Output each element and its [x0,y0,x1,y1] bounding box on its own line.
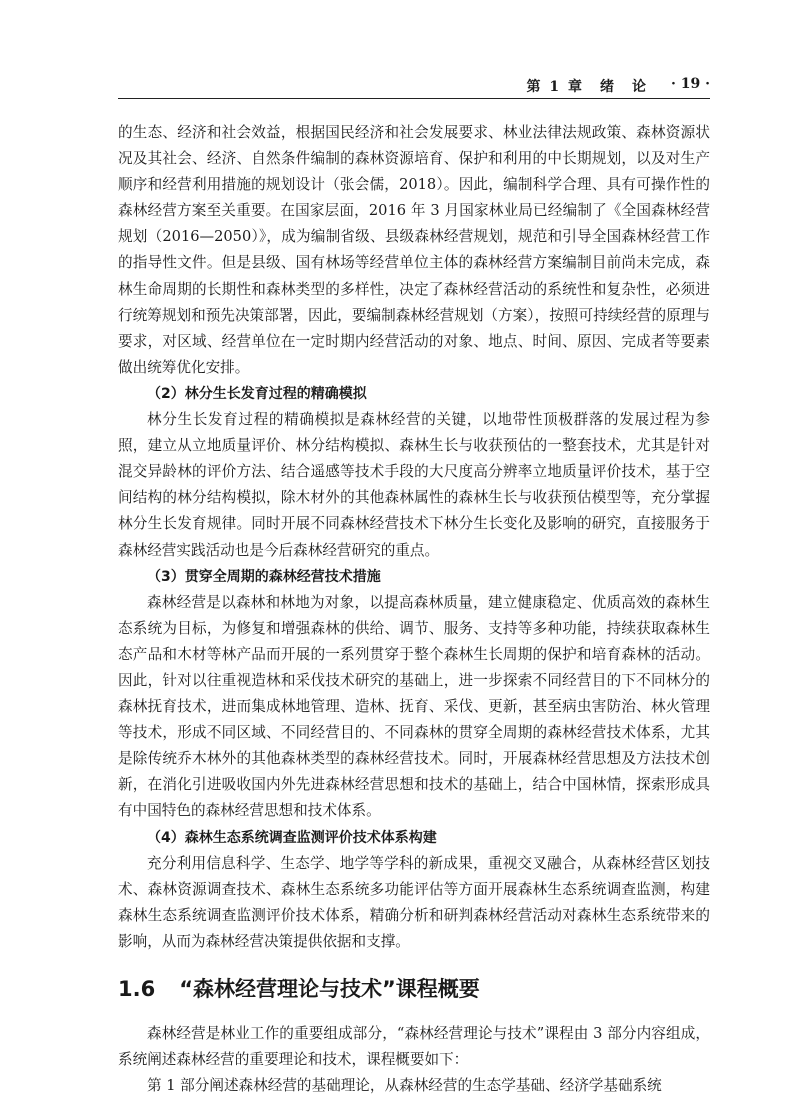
paragraph: 充分利用信息科学、生态学、地学等学科的新成果，重视交叉融合，从森林经营区划技术、森林资源调查技术、森林生态系统多功能评估等方面开展森林生态系统调查监测，构建森林生态系统调查监测评价技术体系，精确分析和研判森林经营活动对森林生态系统带来的影响，从而为森林经营决策提供依据和支撑。 [118,854,710,950]
chapter-title: 第 1 章 绪 论 [526,79,648,95]
section-number: 1.6 [118,977,156,1001]
paragraph: 第 1 部分阐述森林经营的基础理论，从森林经营的生态学基础、经济学基础系统 [147,1077,662,1095]
paragraph: 森林经营是林业工作的重要组成部分，“森林经营理论与技术”课程由 3 部分内容组成，系统阐述森林经营的重要理论和技术，课程概要如下： [118,1025,710,1069]
section-heading [118,973,710,1005]
page-number: · 19 · [671,76,710,92]
subheading-4: （4）森林生态系统调查监测评价技术体系构建 [147,829,437,846]
paragraph: 森林经营是以森林和林地为对象，以提高森林质量，建立健康稳定、优质高效的森林生态系统为目标，为修复和增强森林的供给、调节、服务、支持等多种功能，持续获取森林生态产品和木材等林产品而开展的一系列贯穿于整个森林生长周期的保护和培育森林的活动。因此，针对以往重视造林和采伐技术研究的基础上，进一步探索不同经营目的下不同林分的森林抚育技术，进而集成林地管理、造林、抚育、采伐、更新，甚至病虫害防治、林火管理等技术，形成不同区域、不同经营目的、不同森林的贯穿全周期的森林经营技术体系，尤其是除传统乔木林外的其他森林类型的森林经营技术。同时，开展森林经营思想及方法技术创新，在消化引进吸收国内外先进森林经营思想和技术的基础上，结合中国林情，探索形成具有中国特色的森林经营思想和技术体系。 [118,593,710,820]
page-body [118,120,710,1099]
subheading-2: （2）林分生长发育过程的精确模拟 [147,385,367,402]
section-title: “森林经营理论与技术”课程概要 [179,977,480,1001]
running-header [118,76,710,99]
paragraph: 林分生长发育过程的精确模拟是森林经营的关键，以地带性顶极群落的发展过程为参照，建立从立地质量评价、林分结构模拟、森林生长与收获预估的一整套技术，尤其是针对混交异龄林的评价方法、结合遥感等技术手段的大尺度高分辨率立地质量评价技术，基于空间结构的林分结构模拟，除木材外的其他森林属性的森林生长与收获预估模型等，充分掌握林分生长发育规律。同时开展不同森林经营技术下林分生长变化及影响的研究，直接服务于森林经营实践活动也是今后森林经营研究的重点。 [118,411,710,559]
paragraph: 的生态、经济和社会效益，根据国民经济和社会发展要求、林业法律法规政策、森林资源状况及其社会、经济、自然条件编制的森林资源培育、保护和利用的中长期规划，以及对生产顺序和经营利用措施的规划设计（张会儒，2018）。因此，编制科学合理、具有可操作性的森林经营方案至关重要。在国家层面，2016 年 3 月国家林业局已经编制了《全国森林经营规划（2016—2050）》，成为编制省级、县级森林经营规划，规范和引导全国森林经营工作的指导性文件。但是县级、国有林场等经营单位主体的森林经营方案编制目前尚未完成，森林生命周期的长期性和森林类型的多样性，决定了森林经营活动的系统性和复杂性，必须进行统筹规划和预先决策部署，因此，要编制森林经营规划（方案），按照可持续经营的原理与要求，对区域、经营单位在一定时期内经营活动的对象、地点、时间、原因、完成者等要素做出统筹优化安排。 [118,124,710,376]
subheading-3: （3）贯穿全周期的森林经营技术措施 [147,568,381,585]
